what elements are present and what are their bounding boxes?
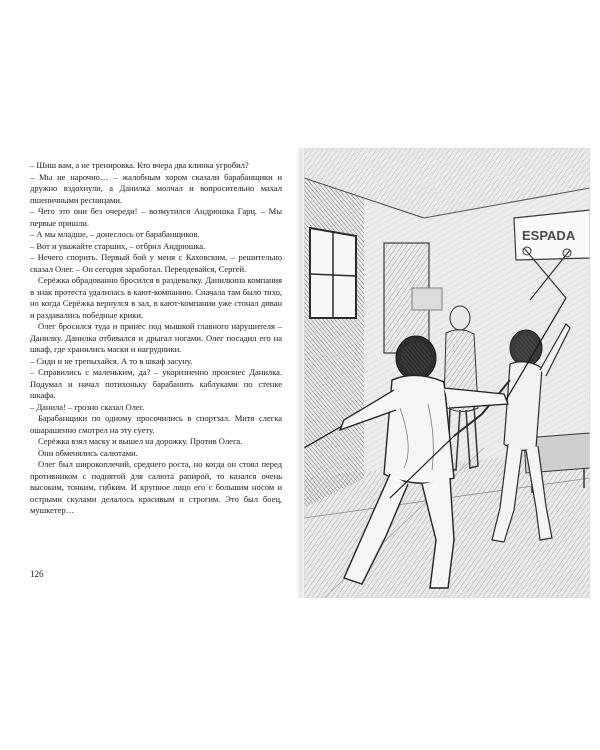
sign-text: ESPADA — [522, 228, 576, 243]
paragraph: Барабанщики по одному просочились в спортзал. Митя слегка ошарашенно смотрел на эту суету. — [30, 413, 282, 435]
paragraph: Олег был широкоплечий, среднего роста, но когда он стоял перед противником с поднятой для салюта рапирой, то казался очень высоким, тонким, гибким. И крупное лицо его с большим носом и острыми скулами делалось красивым и строгим. Это был боец, мушкетер… — [30, 459, 282, 515]
wall-frame — [412, 288, 442, 310]
left-wall — [304, 178, 364, 508]
paragraph: – Нечего спорить. Первый бой у меня с Каховским, – решительно сказал Олег. – Он сегодня заработал. Переодевайся, Сергей. — [30, 252, 282, 274]
illustration-svg — [304, 148, 590, 598]
paragraph: Они обменялись салютами. — [38, 447, 138, 458]
paragraph: – Мы не нарочно… – жалобным хором сказали барабанщики и дружно вздохнули, а Данилка молчал и вопросительно махал пшеничными ресницами. — [30, 171, 282, 205]
paragraph: – Шиш вам, а не тренировка. Кто вчера два клинка угробил? — [30, 160, 249, 170]
paragraph: Серёжка взял маску и вышел на дорожку. Против Олега. — [38, 436, 243, 446]
paragraph: Олег бросился туда и принес под мышкой главного нарушителя – Данилку. Данилка отбивался и дрыгал ногами. Олег посадил его на шкаф, где хранились маски и нагрудники. — [30, 321, 282, 354]
fencing-illustration — [304, 148, 590, 598]
page-number: 126 — [30, 569, 44, 579]
text-page — [30, 160, 282, 580]
paragraph: – Чего это они без очереди! – возмутился Андрюшка Гарц. – Мы первые пришли. — [30, 206, 282, 228]
paragraph: – А мы младше, – донеслось от барабанщиков. — [30, 229, 200, 239]
paragraph: – Сиди и не трепыхайся. А то в шкаф засуну. — [30, 355, 193, 366]
paragraph: Серёжка обрадованно бросился в раздевалку. Данилкина компания в знак протеста удалилась в кают-компанию. Сначала там было тихо, но когда Серёжка вернулся в зал, в кают-компании уже стонал диван и раздавались победные крики. — [30, 275, 282, 320]
paragraph: – Данила! – грозно сказал Олег. — [30, 401, 145, 412]
paragraph: – Вот и уважайте старших, – отбрил Андрюшка. — [30, 240, 206, 251]
paragraph: – Справились с маленьким, да? – укоризненно произнес Данилка. Подумал и начал потихоньку барабанить каблуками по стенке шкафа. — [30, 367, 282, 400]
